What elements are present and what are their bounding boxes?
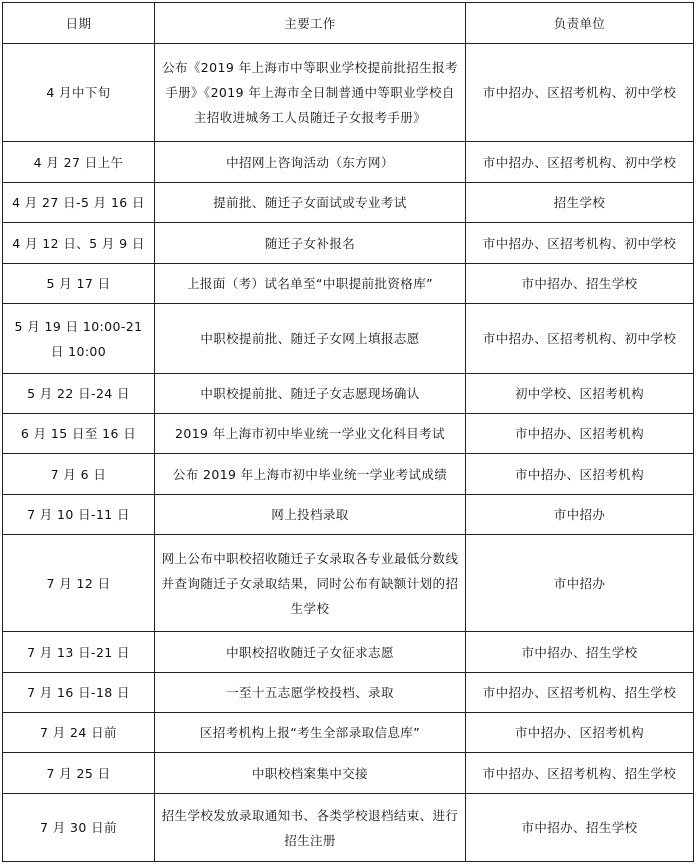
cell-work: 中职校提前批、随迁子女网上填报志愿 (155, 304, 466, 374)
cell-work: 招生学校发放录取通知书、各类学校退档结束、进行招生注册 (155, 794, 466, 862)
header-row (3, 3, 694, 44)
cell-date: 7 月 10 日-11 日 (3, 495, 155, 535)
cell-date: 4 月 12 日、5 月 9 日 (3, 223, 155, 264)
table-row (3, 632, 694, 673)
cell-date: 4 月中下旬 (3, 44, 155, 142)
cell-unit: 市中招办、招生学校 (466, 264, 694, 304)
cell-work: 提前批、随迁子女面试或专业考试 (155, 183, 466, 223)
cell-work: 中职校招收随迁子女征求志愿 (155, 632, 466, 673)
cell-unit: 市中招办、区招考机构 (466, 414, 694, 454)
cell-work: 公布 2019 年上海市初中毕业统一学业考试成绩 (155, 454, 466, 495)
cell-unit: 市中招办 (466, 495, 694, 535)
cell-unit: 市中招办、招生学校 (466, 794, 694, 862)
cell-date: 7 月 13 日-21 日 (3, 632, 155, 673)
cell-date: 5 月 19 日 10:00-21 日 10:00 (3, 304, 155, 374)
cell-unit: 市中招办、区招考机构、招生学校 (466, 673, 694, 713)
cell-unit: 市中招办、区招考机构 (466, 713, 694, 753)
cell-date: 7 月 25 日 (3, 753, 155, 794)
admission-schedule-table (2, 2, 694, 862)
table-row (3, 374, 694, 414)
table-row (3, 535, 694, 632)
cell-unit: 市中招办 (466, 535, 694, 632)
cell-date: 7 月 12 日 (3, 535, 155, 632)
cell-work: 中招网上咨询活动（东方网） (155, 142, 466, 183)
table-row (3, 673, 694, 713)
table-row (3, 414, 694, 454)
table-row (3, 44, 694, 142)
cell-unit: 市中招办、区招考机构、初中学校 (466, 304, 694, 374)
cell-date: 7 月 30 日前 (3, 794, 155, 862)
cell-work: 2019 年上海市初中毕业统一学业文化科目考试 (155, 414, 466, 454)
cell-work: 区招考机构上报“考生全部录取信息库” (155, 713, 466, 753)
cell-date: 7 月 6 日 (3, 454, 155, 495)
table-row (3, 794, 694, 862)
cell-unit: 初中学校、区招考机构 (466, 374, 694, 414)
header-work: 主要工作 (155, 3, 466, 44)
cell-unit: 市中招办、区招考机构、招生学校 (466, 753, 694, 794)
cell-unit: 市中招办、区招考机构、初中学校 (466, 223, 694, 264)
table-row (3, 264, 694, 304)
cell-date: 7 月 24 日前 (3, 713, 155, 753)
header-unit: 负责单位 (466, 3, 694, 44)
cell-date: 4 月 27 日上午 (3, 142, 155, 183)
cell-unit: 市中招办、区招考机构 (466, 454, 694, 495)
cell-work: 一至十五志愿学校投档、录取 (155, 673, 466, 713)
table-row (3, 142, 694, 183)
table-row (3, 495, 694, 535)
cell-unit: 市中招办、区招考机构、初中学校 (466, 142, 694, 183)
table-row (3, 183, 694, 223)
cell-unit: 市中招办、区招考机构、初中学校 (466, 44, 694, 142)
cell-date: 4 月 27 日-5 月 16 日 (3, 183, 155, 223)
table-row (3, 304, 694, 374)
table-row (3, 753, 694, 794)
cell-date: 5 月 22 日-24 日 (3, 374, 155, 414)
cell-work: 中职校提前批、随迁子女志愿现场确认 (155, 374, 466, 414)
cell-work: 随迁子女补报名 (155, 223, 466, 264)
cell-work: 公布《2019 年上海市中等职业学校提前批招生报考手册》《2019 年上海市全日制普通中等职业学校自主招收进城务工人员随迁子女报考手册》 (155, 44, 466, 142)
cell-work: 网上投档录取 (155, 495, 466, 535)
cell-unit: 招生学校 (466, 183, 694, 223)
table-row (3, 713, 694, 753)
cell-date: 7 月 16 日-18 日 (3, 673, 155, 713)
cell-date: 5 月 17 日 (3, 264, 155, 304)
header-date: 日期 (3, 3, 155, 44)
cell-work: 网上公布中职校招收随迁子女录取各专业最低分数线并查询随迁子女录取结果，同时公布有缺额计划的招生学校 (155, 535, 466, 632)
cell-date: 6 月 15 日至 16 日 (3, 414, 155, 454)
cell-work: 中职校档案集中交接 (155, 753, 466, 794)
table-row (3, 454, 694, 495)
table-row (3, 223, 694, 264)
cell-unit: 市中招办、招生学校 (466, 632, 694, 673)
cell-work: 上报面（考）试名单至“中职提前批资格库” (155, 264, 466, 304)
